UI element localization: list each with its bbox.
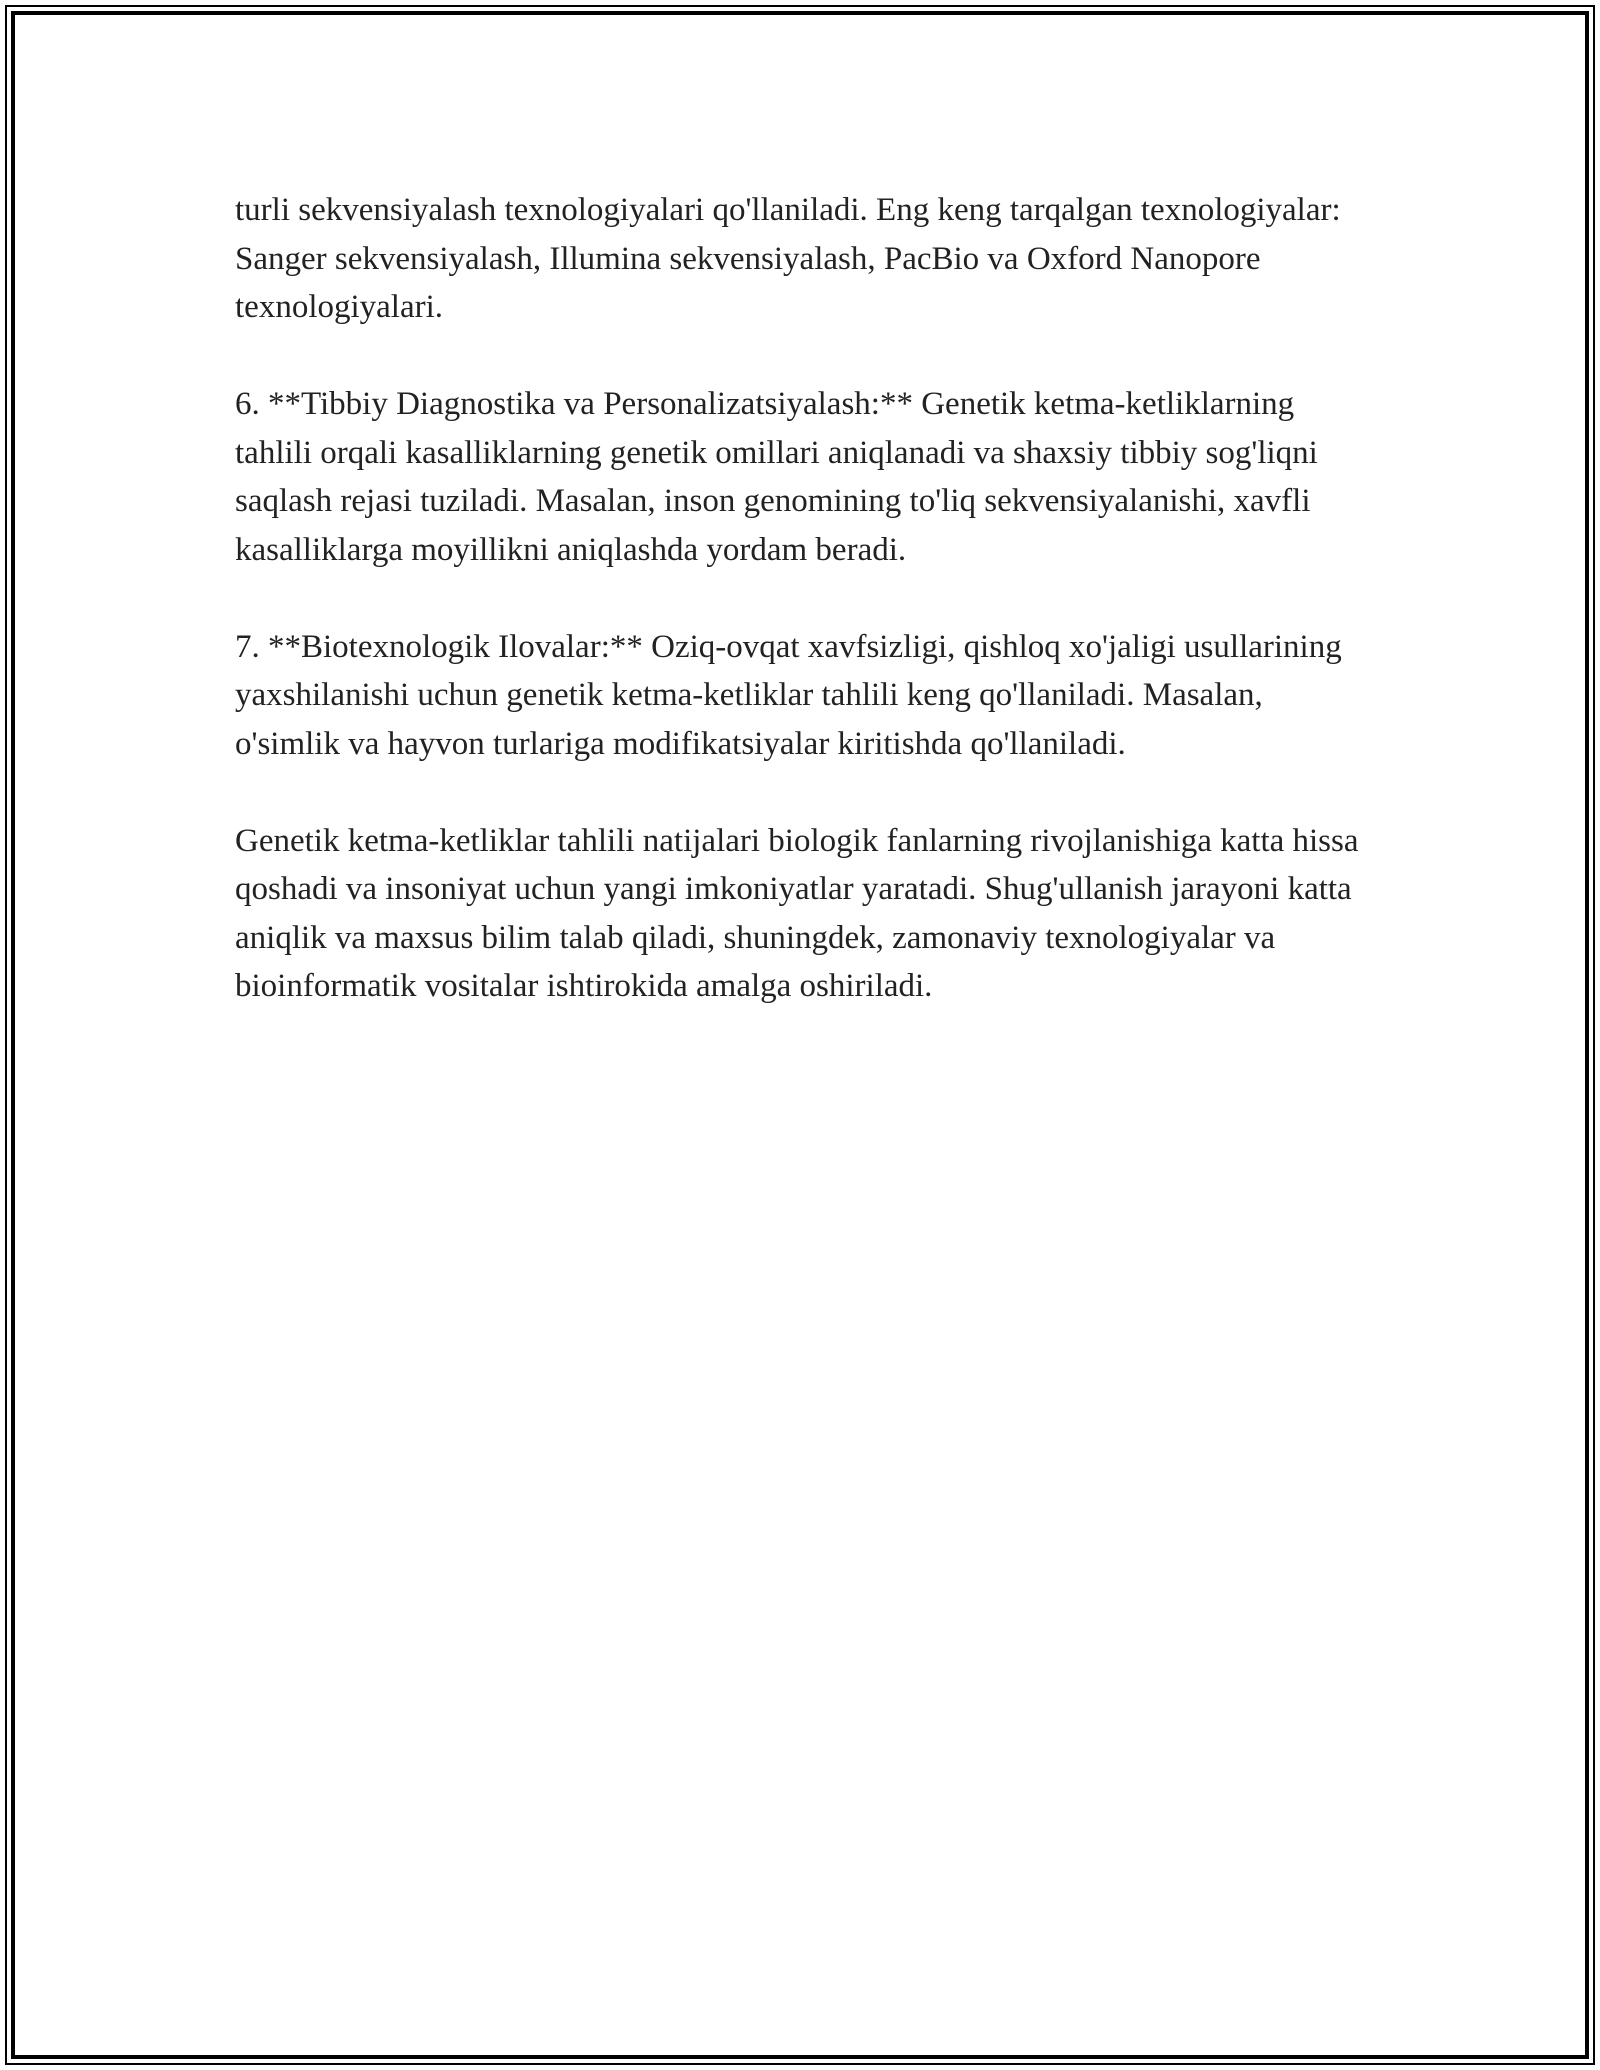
paragraph-medical-diagnostics: 6. **Tibbiy Diagnostika va Personalizatsiyalash:** Genetik ketma-ketliklarning tahlili orqali kasalliklarning genetik omillari aniqlanadi va shaxsiy tibbiy sog'liqni saqlash rejasi tuziladi. Masalan, inson genomining to'liq sekvensiyalanishi, xavfli kasalliklarga moyillikni aniqlashda yordam beradi. — [235, 386, 1318, 568]
document-body — [235, 186, 1375, 1011]
paragraph-conclusion: Genetik ketma-ketliklar tahlili natijalari biologik fanlarning rivojlanishiga katta hissa qoshadi va insoniyat uchun yangi imkoniyatlar yaratadi. Shug'ullanish jarayoni katta aniqlik va maxsus bilim talab qiladi, shuningdek, zamonaviy texnologiyalar va bioinformatik vositalar ishtirokida amalga oshiriladi. — [235, 822, 1359, 1004]
paragraph-biotech-applications: 7. **Biotexnologik Ilovalar:** Oziq-ovqat xavfsizligi, qishloq xo'jaligi usullarining yaxshilanishi uchun genetik ketma-ketliklar tahlili keng qo'llaniladi. Masalan, o'simlik va hayvon turlariga modifikatsiyalar kiritishda qo'llaniladi. — [235, 628, 1342, 762]
paragraph-sequencing-technologies: turli sekvensiyalash texnologiyalari qo'llaniladi. Eng keng tarqalgan texnologiyalar: Sanger sekvensiyalash, Illumina sekvensiyalash, PacBio va Oxford Nanopore texnologiyalari. — [235, 192, 1341, 325]
